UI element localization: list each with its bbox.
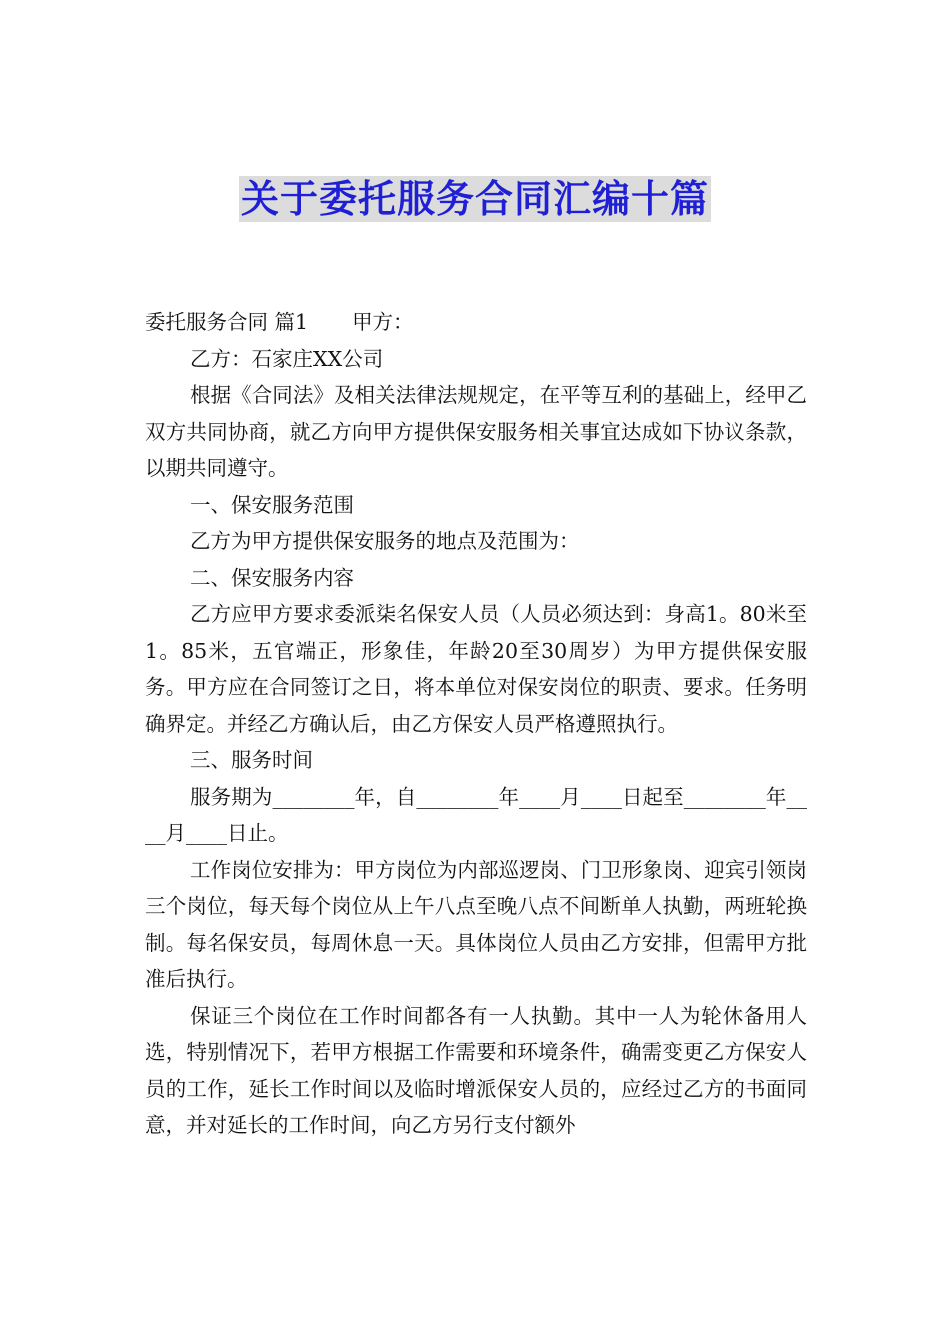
document-title: 关于委托服务合同汇编十篇 [240,177,709,221]
heading-service-content: 二、保安服务内容 [190,565,354,590]
party-a-label: 甲方： [352,310,414,334]
title-wrap [0,176,950,222]
paragraph-service-content: 乙方应甲方要求委派柒名保安人员（人员必须达到：身高1。80米至1。85米，五官端正，形象佳，年龄20至30周岁）为甲方提供保安服务。甲方应在合同签订之日，将本单位对保安岗位的职责、要求。任务明确界定。并经乙方确认后，由乙方保安人员严格遵照执行。 [145,602,807,736]
paragraph-preamble: 根据《合同法》及相关法律法规规定，在平等互利的基础上，经甲乙双方共同协商，就乙方向甲方提供保安服务相关事宜达成如下协议条款，以期共同遵守。 [145,383,807,480]
heading-service-scope: 一、保安服务范围 [190,492,354,517]
paragraph-post-arrangement: 工作岗位安排为：甲方岗位为内部巡逻岗、门卫形象岗、迎宾引领岗三个岗位，每天每个岗位从上午八点至晚八点不间断单人执勤，两班轮换制。每名保安员，每周休息一天。具体岗位人员由乙方安排，但需甲方批准后执行。 [145,857,807,991]
section-label: 委托服务合同 篇1 [145,310,309,334]
paragraph-service-period: 服务期为________年，自________年____月____日起至________年____月____日止。 [145,784,807,845]
paragraph-service-location: 乙方为甲方提供保安服务的地点及范围为： [190,529,580,553]
heading-service-time: 三、服务时间 [190,748,313,772]
section-heading-line [145,304,807,341]
paragraph-duty-guarantee: 保证三个岗位在工作时间都各有一人执勤。其中一人为轮休备用人选，特别情况下，若甲方根据工作需要和环境条件，确需变更乙方保安人员的工作，延长工作时间以及临时增派保安人员的，应经过乙方的书面同意，并对延长的工作时间，向乙方另行支付额外 [145,1003,807,1137]
paragraph-party-b: 乙方：石家庄XX公司 [190,346,384,371]
document-body [145,304,807,1144]
